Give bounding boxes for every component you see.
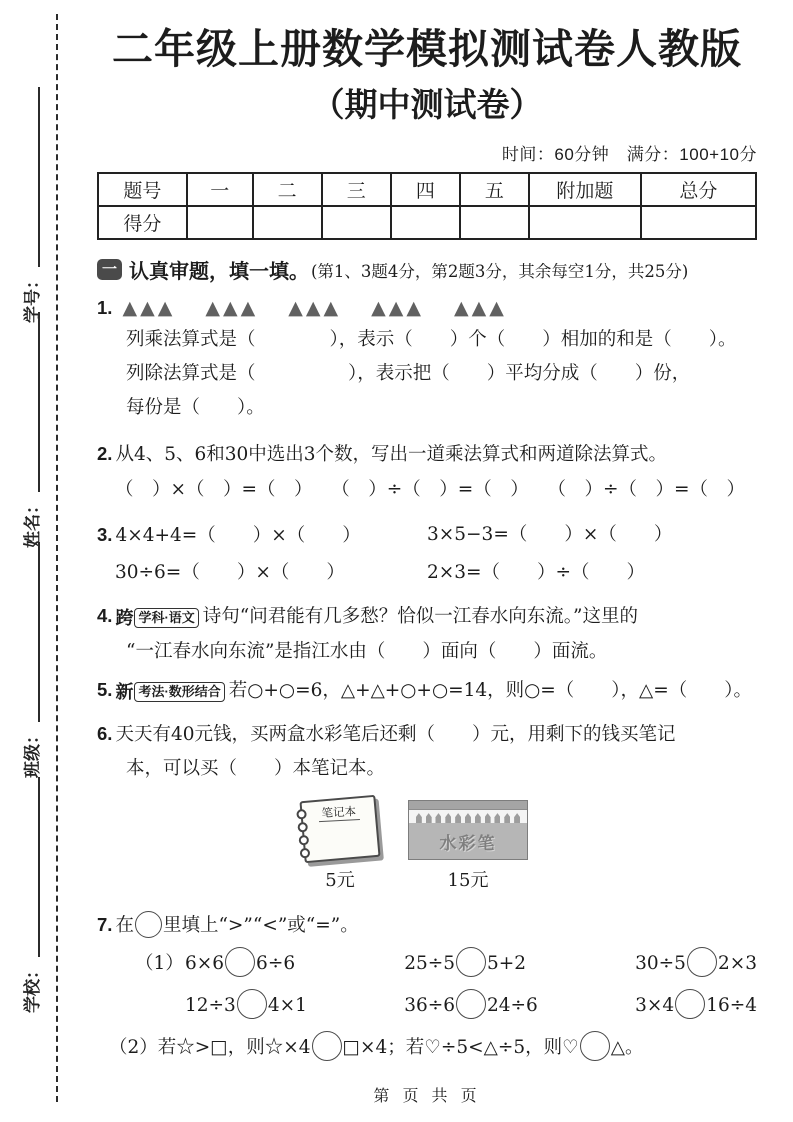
watercolor-pens-image [408,800,528,860]
question-number: 7. [97,914,113,936]
page-footer: 第 页 共 页 [373,1086,481,1105]
right-expression: 16÷4 [706,995,757,1017]
triangle-icon: ▲ [222,296,238,319]
question-7-stem-pre: 在 [115,915,134,937]
question-2-stem: 从4、5、6和30中选出3个数，写出一道乘法算式和两道除法算式。 [115,444,668,466]
page-title: 二年级上册数学模拟测试卷人教版 [112,26,742,72]
comparison-item [185,943,295,985]
comparison-item [635,943,757,985]
score-empty-cell [641,206,756,239]
question-3-row-2 [97,554,757,591]
spiral-ring-icon [297,822,308,833]
comparison-item [185,985,307,1027]
triangle-group [371,296,421,319]
triangle-icon: ▲ [205,296,220,319]
question-7-header [97,908,757,943]
pen-nib-icon [455,813,461,823]
answer-circle [225,947,255,977]
triangle-icon: ▲ [371,296,386,319]
section-number-badge: 一 [97,259,122,280]
pen-nib-icon [485,813,491,823]
question-5-line [97,673,757,709]
question-number: 5. [97,679,113,701]
student-id-field [17,87,43,323]
sub-question-label: （1） [135,953,184,975]
equation-blank: （ ）÷（ ）=（ ） [547,479,745,501]
pen-nib-icon [445,813,451,823]
question-7-row-2 [135,985,757,1027]
triangle-icon: ▲ [489,296,504,319]
answer-circle [580,1031,610,1061]
seal-dashed-line [56,14,58,1102]
comparison-item [404,943,526,985]
question-3 [97,516,757,591]
question-2-equations [97,472,745,508]
school-field [17,777,43,1013]
question-4-stem: 诗句“问君能有几多愁？恰似一江春水向东流。”这里的 [202,606,638,628]
score-table [97,172,757,240]
triangle-icon: ▲ [122,296,138,319]
score-empty-cell [253,206,322,239]
right-expression: 4×1 [267,995,307,1017]
pen-nib-icon [514,813,520,823]
student-name-blank-line [36,312,40,492]
score-table-header-cell: 一 [187,173,253,206]
triangle-group [288,296,339,319]
triangle-group [453,296,504,319]
notebook-image [299,795,380,863]
left-expression: 6×6 [185,953,225,975]
pens-box-label: 水彩笔 [439,833,497,853]
triangle-icon: ▲ [157,296,173,319]
question-6-stem: 天天有40元钱，买两盒水彩笔后还剩（ ）元，用剩下的钱买笔记 [115,724,676,746]
equation-blank [97,516,427,554]
price-items-figure [302,798,757,892]
sub-question-label: （2） [109,1037,158,1059]
question-2-text [97,437,757,472]
answer-circle [312,1031,342,1061]
score-empty-cell [460,206,529,239]
equation-blank: （ ）×（ ）=（ ） [115,479,313,501]
spiral-ring-icon [296,809,307,820]
question-6-line-1 [97,717,757,752]
right-expression: 24÷6 [487,995,538,1017]
triangle-icon: ▲ [388,296,404,319]
question-6-line-2: 本，可以买（ ）本笔记本。 [126,758,386,780]
question-1-line-1: 列乘法算式是（ ），表示（ ）个（ ）相加的和是（ ）。 [126,329,737,351]
pen-nib-icon [465,813,471,823]
notebook-cover-label: 笔记本 [318,803,359,822]
class-blank-line [36,542,40,722]
page-subtitle: （期中测试卷） [311,86,543,124]
question-number: 2. [97,443,113,465]
pen-nib-icon [426,813,432,823]
triangle-icon: ▲ [323,296,339,319]
right-expression: 2×3 [717,953,757,975]
new-method-badge [115,675,224,709]
score-table-header-cell: 二 [253,173,322,206]
triangle-icon: ▲ [140,296,155,319]
score-empty-cell [322,206,391,239]
student-name-field [17,312,43,548]
question-5 [97,673,757,709]
question-number: 6. [97,723,113,745]
statement-segment: △。 [610,1037,644,1059]
pen-nib-icon [475,813,481,823]
left-expression: 36÷6 [404,995,455,1017]
triangle-icon: ▲ [305,296,321,319]
pens-price: 15元 [447,870,489,892]
comparison-item [635,985,757,1027]
comparison-items [185,943,757,985]
question-number: 1. [97,297,113,319]
section-1-header [97,255,757,284]
score-row-label: 得分 [98,206,187,239]
question-7-sub-2 [97,1027,757,1069]
spiral-ring-icon [300,848,311,859]
equation-blank: 30÷6=（ ）×（ ） [115,562,345,584]
left-expression: 3×4 [635,995,675,1017]
question-4-line-1 [97,599,757,635]
left-expression: 25÷5 [404,953,455,975]
statement-segment: □×4；若♡÷5<△÷5，则♡ [342,1037,579,1059]
triangle-icon: ▲ [288,296,303,319]
equation-blank: 2×3=（ ）÷（ ） [427,562,646,584]
watercolor-pens-item [408,800,528,892]
pen-nibs-row [409,810,527,823]
student-id-label: 学号： [23,272,43,323]
badge-prefix: 跨 [115,608,134,629]
answer-circle [456,989,486,1019]
triangle-icon: ▲ [406,296,421,319]
question-2 [97,437,757,508]
pen-nib-icon [494,813,500,823]
triangle-groups [122,296,504,319]
score-empty-cell [187,206,253,239]
score-table-header-cell: 三 [322,173,391,206]
comparison-items [185,985,757,1027]
badge-box: 学科·语文 [134,608,198,628]
student-name-label: 姓名： [23,497,43,548]
badge-box: 考法·数形结合 [134,682,224,702]
equation-blank: （ ）÷（ ）=（ ） [331,479,529,501]
triangle-group [205,296,256,319]
pen-nib-icon [435,813,441,823]
answer-circle [237,989,267,1019]
answer-circle [456,947,486,977]
notebook-item [302,798,378,892]
question-4-line-2: “一江春水向东流”是指江水由（ ）面向（ ）面流。 [126,641,608,663]
question-7-stem-post: 里填上“>”“<”或“=”。 [162,915,359,937]
section-1-title: 认真审题，填一填。 [129,261,309,284]
triangle-icon: ▲ [471,296,487,319]
class-field [17,542,43,778]
exam-time-score-info: 时间：60分钟 满分：100+10分 [501,145,757,165]
question-1 [97,293,757,425]
equation-text: 4×4+4=（ ）×（ ） [115,525,361,547]
school-label: 学校： [23,962,43,1013]
section-1-score-note: (第1、3题4分，第2题3分，其余每空1分，共25分) [311,261,689,281]
comparison-item [404,985,538,1027]
cross-subject-badge [115,601,198,635]
question-1-line-2: 列除法算式是（ ），表示把（ ）平均分成（ ）份， [126,363,691,385]
score-table-header-cell: 附加题 [529,173,641,206]
question-1-line-3: 每份是（ ）。 [126,397,265,419]
main-content [97,0,757,1069]
question-number: 4. [97,605,113,627]
pen-nib-icon [504,813,510,823]
answer-circle [135,911,162,938]
student-id-blank-line [36,87,40,267]
score-table-header-row [98,173,756,206]
right-expression: 5+2 [487,953,527,975]
badge-prefix: 新 [115,682,134,703]
triangle-icon: ▲ [453,296,469,319]
question-6 [97,717,757,892]
score-table-header-cell: 总分 [641,173,756,206]
score-empty-cell [529,206,641,239]
triangle-group [122,296,173,319]
pen-nib-icon [416,813,422,823]
question-3-row-1 [97,516,757,554]
school-blank-line [36,777,40,957]
score-table-score-row [98,206,756,239]
triangle-icon: ▲ [240,296,256,319]
score-table-header-cell: 五 [460,173,529,206]
question-5-stem: 若○+○=6，△+△+○+○=14，则○=（ ），△=（ ）。 [228,680,752,702]
pens-box-lid [409,801,527,810]
answer-circle [687,947,717,977]
notebook-price: 5元 [325,870,355,892]
right-expression: 6÷6 [256,953,296,975]
equation-blank: 3×5−3=（ ）×（ ） [427,524,673,546]
spiral-ring-icon [298,835,309,846]
class-label: 班级： [23,727,43,778]
left-expression: 30÷5 [635,953,686,975]
question-7 [97,908,757,1069]
score-table-header-cell: 四 [391,173,460,206]
score-empty-cell [391,206,460,239]
question-7-row-1 [135,943,757,985]
score-table-header-cell: 题号 [98,173,187,206]
answer-circle [675,989,705,1019]
question-number: 3. [97,524,113,546]
question-4 [97,599,757,669]
left-expression: 12÷3 [185,995,236,1017]
statement-segment: 若☆>□，则☆×4 [157,1037,311,1059]
question-1-figure [97,293,757,323]
